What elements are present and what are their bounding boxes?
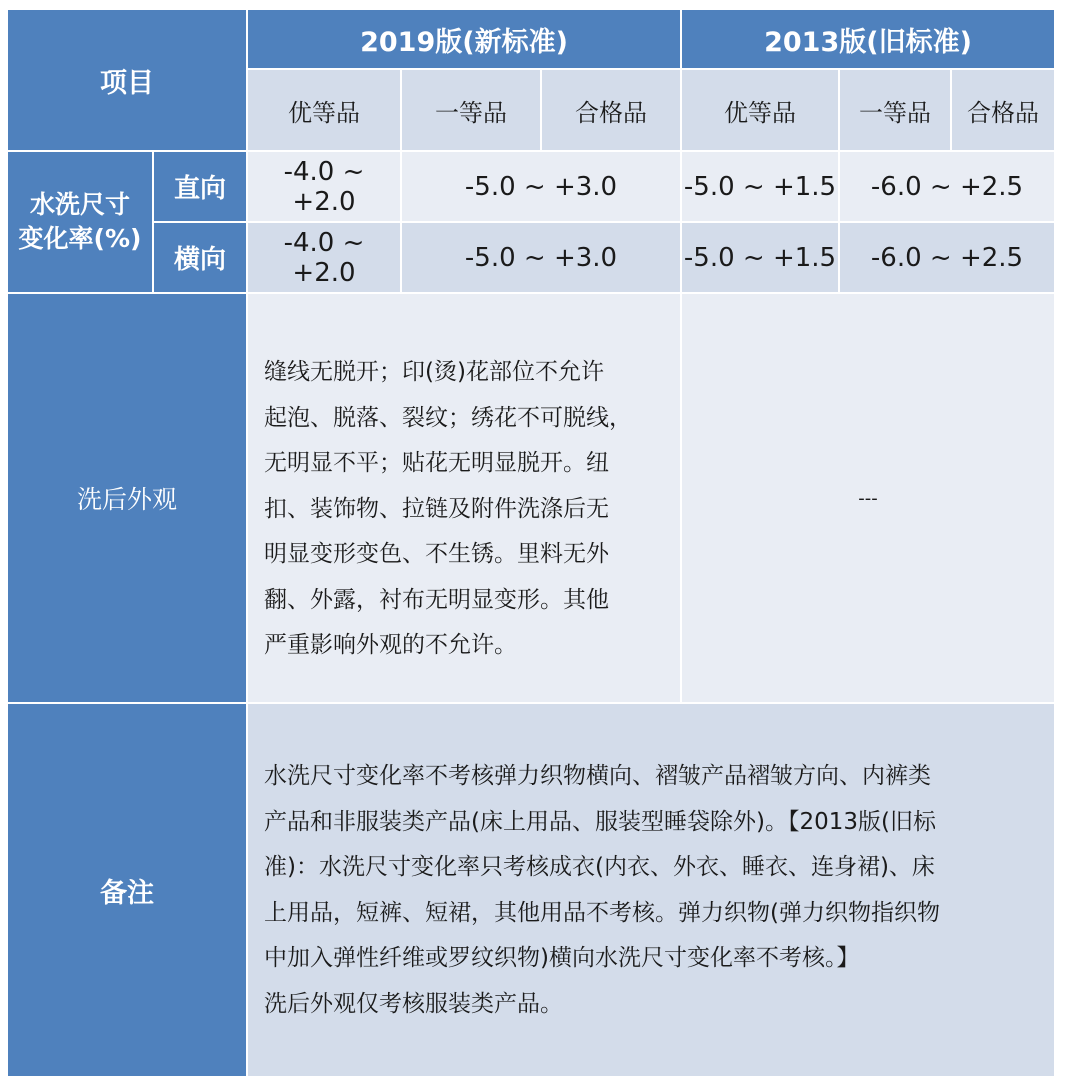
remarks-line: 上用品，短裤、短裙，其他用品不考核。弹力织物(弹力织物指织物: [264, 899, 940, 926]
appearance-line: 明显变形变色、不生锈。里料无外: [264, 541, 609, 567]
item-header: [8, 10, 246, 150]
warp-new-first-qualified: [402, 152, 680, 221]
appearance-old-value: [682, 294, 1054, 702]
weft-old-superior: [682, 223, 838, 292]
weft-new-first-qualified: [402, 223, 680, 292]
grade-old-superior: [682, 70, 838, 150]
value-text: -5.0 ~ +3.0: [464, 171, 618, 202]
value-text: -5.0 ~ +1.5: [683, 171, 837, 202]
grade-label: 优等品: [288, 98, 360, 127]
value-text: -5.0 ~ +1.5: [683, 242, 837, 273]
remarks-line: 水洗尺寸变化率不考核弹力织物横向、褶皱产品褶皱方向、内裤类: [264, 763, 931, 789]
grade-new-first: [402, 70, 540, 150]
grade-label: 一等品: [859, 98, 931, 127]
new-standard-label: 2019版(新标准): [360, 26, 568, 58]
direction-warp: [154, 152, 246, 221]
item-header-label: 项目: [100, 67, 154, 99]
shrinkage-label: [8, 152, 152, 292]
warp-old-first-qualified: [840, 152, 1054, 221]
remarks-text: [248, 704, 1054, 1076]
appearance-label: [8, 294, 246, 702]
old-standard-label: 2013版(旧标准): [764, 26, 972, 58]
grade-label: 合格品: [967, 98, 1039, 127]
direction-label: 横向: [173, 245, 226, 275]
appearance-label-text: 洗后外观: [76, 485, 177, 514]
new-standard-header: [248, 10, 680, 68]
remarks-line: 准)：水洗尺寸变化率只考核成衣(内衣、外衣、睡衣、连身裙)、床: [264, 854, 935, 880]
appearance-line: 严重影响外观的不允许。: [264, 632, 517, 658]
remarks-line: 中加入弹性纤维或罗纹织物)横向水洗尺寸变化率不考核。】: [264, 945, 860, 971]
appearance-old-text: ---: [858, 487, 878, 509]
direction-label: 直向: [173, 174, 226, 204]
appearance-line: 缝线无脱开；印(烫)花部位不允许: [264, 359, 604, 385]
grade-old-qualified: [952, 70, 1054, 150]
grade-new-superior: [248, 70, 400, 150]
grade-new-qualified: [542, 70, 680, 150]
remarks-line: 产品和非服装类产品(床上用品、服装型睡袋除外)。【2013版(旧标: [264, 808, 936, 835]
appearance-line: 无明显不平；贴花无明显脱开。纽: [264, 450, 609, 476]
shrinkage-label-line2: 变化率(%): [18, 224, 142, 253]
value-text: -4.0 ~ +2.0: [283, 227, 365, 288]
grade-label: 合格品: [575, 98, 647, 127]
appearance-new-text: [248, 294, 680, 702]
weft-old-first-qualified: [840, 223, 1054, 292]
value-text: -5.0 ~ +3.0: [464, 242, 618, 273]
remarks-label: [8, 704, 246, 1076]
value-text: -4.0 ~ +2.0: [283, 156, 365, 217]
weft-new-superior: [248, 223, 400, 292]
old-standard-header: [682, 10, 1054, 68]
shrinkage-label-line1: 水洗尺寸: [29, 190, 130, 219]
appearance-line: 起泡、脱落、裂纹；绣花不可脱线，: [264, 404, 632, 431]
grade-label: 一等品: [435, 98, 507, 127]
warp-old-superior: [682, 152, 838, 221]
direction-weft: [154, 223, 246, 292]
value-text: -6.0 ~ +2.5: [870, 242, 1024, 273]
remarks-label-text: 备注: [100, 877, 154, 909]
grade-label: 优等品: [724, 98, 796, 127]
remarks-line: 洗后外观仅考核服装类产品。: [264, 990, 563, 1017]
warp-new-superior: [248, 152, 400, 221]
appearance-line: 翻、外露，衬布无明显变形。其他: [264, 586, 609, 613]
grade-old-first: [840, 70, 950, 150]
appearance-line: 扣、装饰物、拉链及附件洗涤后无: [264, 495, 609, 522]
value-text: -6.0 ~ +2.5: [870, 171, 1024, 202]
